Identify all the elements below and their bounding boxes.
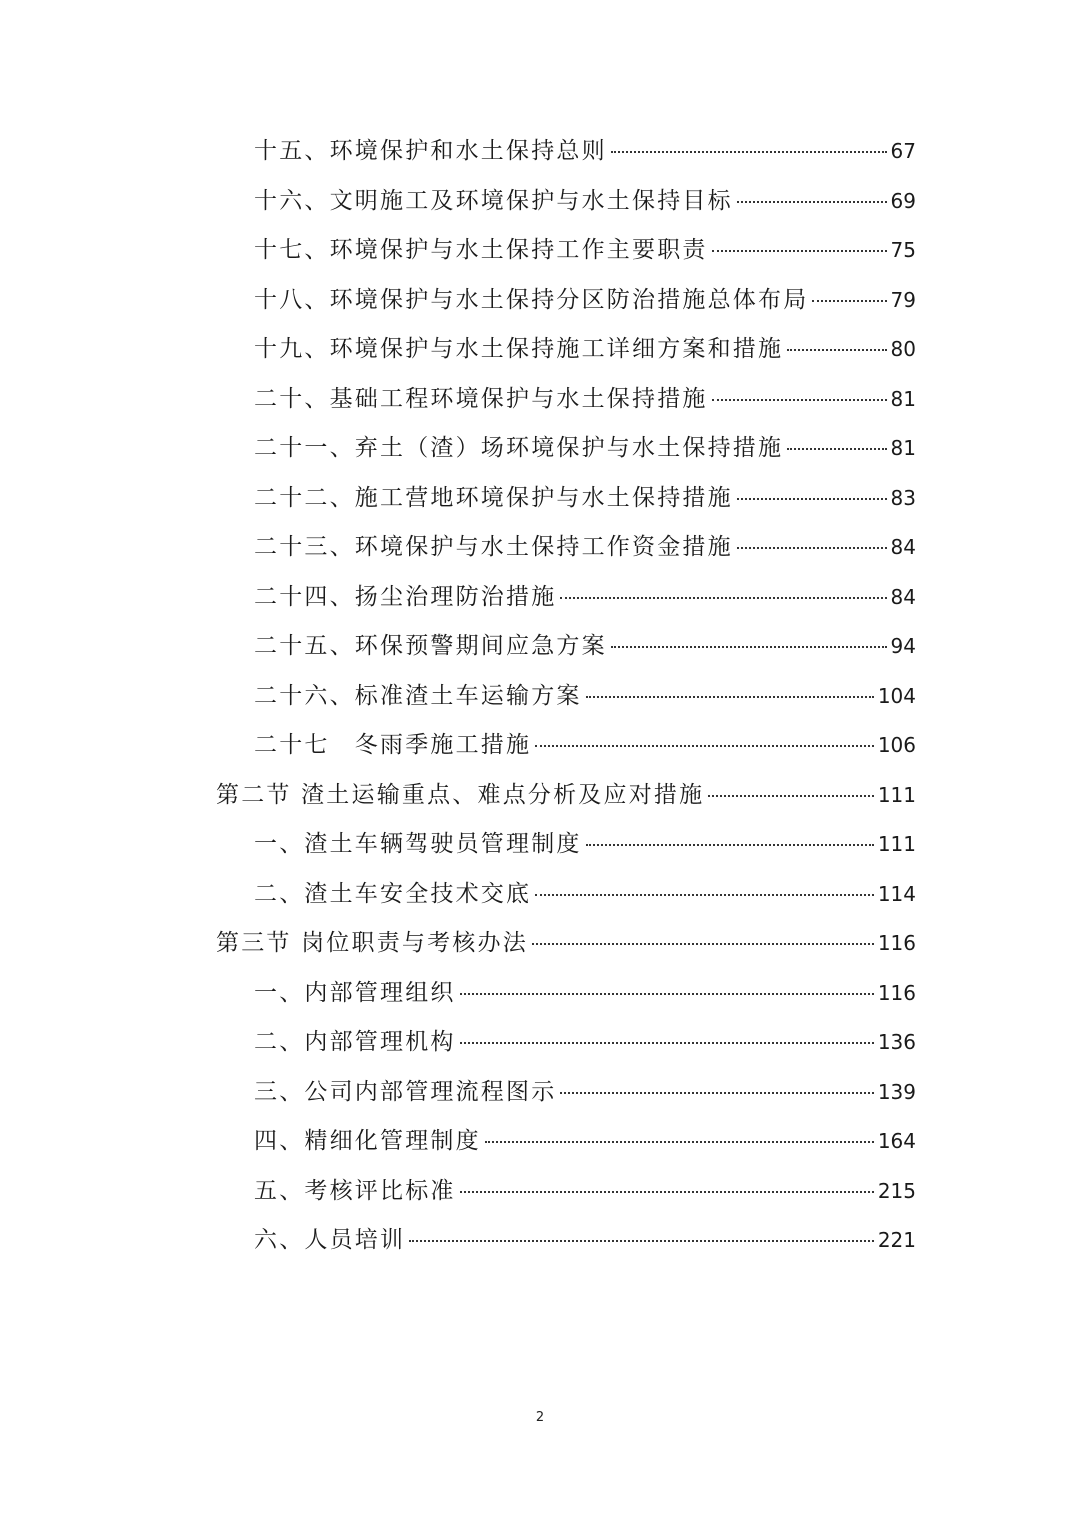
toc-entry[interactable]	[0, 372, 1080, 422]
toc-entry-title: 十六、文明施工及环境保护与水土保持目标	[254, 187, 733, 214]
toc-dot-leader	[460, 1042, 874, 1044]
toc-dot-leader	[712, 250, 887, 252]
page-number: 2	[535, 1410, 545, 1425]
toc-entry-inner	[254, 825, 916, 858]
toc-entry-inner	[254, 231, 916, 264]
toc-entry-inner	[254, 1221, 916, 1254]
toc-entry[interactable]	[0, 124, 1080, 174]
toc-entry-page: 116	[877, 931, 916, 956]
toc-entry[interactable]	[0, 966, 1080, 1016]
toc-entry-inner	[254, 479, 916, 512]
toc-entry-inner	[254, 1023, 916, 1056]
toc-entry-title: 十五、环境保护和水土保持总则	[254, 138, 607, 165]
toc-entry-title: 二十三、环境保护与水土保持工作资金措施	[254, 534, 733, 561]
toc-entry-inner	[254, 627, 916, 660]
toc-dot-leader	[560, 597, 886, 599]
toc-dot-leader	[535, 894, 874, 896]
toc-entry-page: 84	[890, 584, 916, 609]
toc-entry-inner	[254, 875, 916, 908]
toc-dot-leader	[535, 745, 874, 747]
toc-entry-page: 215	[877, 1178, 916, 1203]
toc-entry-page: 221	[877, 1228, 916, 1253]
toc-entry[interactable]	[0, 1065, 1080, 1115]
toc-entry-inner	[254, 1122, 916, 1155]
toc-entry-page: 80	[890, 337, 916, 362]
toc-entry[interactable]	[0, 669, 1080, 719]
toc-entry[interactable]	[0, 273, 1080, 323]
toc-entry-page: 139	[877, 1079, 916, 1104]
toc-entry-inner	[216, 776, 916, 809]
toc-entry[interactable]	[0, 570, 1080, 620]
toc-dot-leader	[586, 696, 874, 698]
toc-entry-page: 94	[890, 634, 916, 659]
toc-entry-title: 二十四、扬尘治理防治措施	[254, 583, 557, 610]
toc-entry-title: 二十一、弃土（渣）场环境保护与水土保持措施	[254, 435, 784, 462]
toc-entry-inner	[254, 1172, 916, 1205]
toc-entry-inner	[254, 429, 916, 462]
toc-entry-inner	[254, 281, 916, 314]
toc-entry-page: 81	[890, 436, 916, 461]
toc-dot-leader	[485, 1141, 874, 1143]
toc-entry[interactable]	[0, 768, 1080, 818]
toc-entry[interactable]	[0, 817, 1080, 867]
toc-entry[interactable]	[0, 867, 1080, 917]
toc-entry-title: 五、考核评比标准	[254, 1177, 456, 1204]
toc-entry-title: 二十二、施工营地环境保护与水土保持措施	[254, 484, 733, 511]
toc-entry-page: 116	[877, 980, 916, 1005]
toc-entry-title: 二十、基础工程环境保护与水土保持措施	[254, 385, 708, 412]
toc-dot-leader	[460, 1191, 874, 1193]
toc-entry-page: 81	[890, 386, 916, 411]
toc-dot-leader	[712, 399, 887, 401]
toc-entry-page: 79	[890, 287, 916, 312]
toc-dot-leader	[812, 300, 886, 302]
toc-dot-leader	[532, 943, 874, 945]
toc-entry-page: 164	[877, 1129, 916, 1154]
toc-entry[interactable]	[0, 1164, 1080, 1214]
toc-entry-page: 136	[877, 1030, 916, 1055]
toc-entry-inner	[254, 330, 916, 363]
toc-entry-title: 六、人员培训	[254, 1227, 406, 1254]
toc-dot-leader	[611, 646, 887, 648]
toc-entry-page: 84	[890, 535, 916, 560]
toc-dot-leader	[787, 448, 886, 450]
toc-entry-inner	[254, 677, 916, 710]
toc-dot-leader	[560, 1092, 873, 1094]
toc-dot-leader	[409, 1240, 874, 1242]
toc-entry-title: 二十七 冬雨季施工措施	[254, 732, 532, 759]
toc-entry-title: 十八、环境保护与水土保持分区防治措施总体布局	[254, 286, 809, 313]
toc-entry-inner	[254, 132, 916, 165]
toc-entry[interactable]	[0, 471, 1080, 521]
toc-entry-inner	[254, 182, 916, 215]
toc-entry[interactable]	[0, 1015, 1080, 1065]
toc-dot-leader	[737, 498, 887, 500]
toc-entry[interactable]	[0, 223, 1080, 273]
toc-entry[interactable]	[0, 421, 1080, 471]
toc-entry-page: 75	[890, 238, 916, 263]
toc-entry[interactable]	[0, 916, 1080, 966]
toc-entry[interactable]	[0, 322, 1080, 372]
toc-dot-leader	[611, 151, 887, 153]
toc-entry-inner	[254, 726, 916, 759]
toc-entry[interactable]	[0, 1114, 1080, 1164]
toc-entry-title: 二十五、环保预警期间应急方案	[254, 633, 607, 660]
toc-entry-page: 67	[890, 139, 916, 164]
toc-entry-title: 三、公司内部管理流程图示	[254, 1078, 557, 1105]
toc-entry[interactable]	[0, 1213, 1080, 1263]
toc-entry-title: 一、渣土车辆驾驶员管理制度	[254, 831, 582, 858]
toc-entry-title: 四、精细化管理制度	[254, 1128, 481, 1155]
table-of-contents	[0, 124, 1080, 1263]
toc-entry-inner	[254, 1073, 916, 1106]
toc-dot-leader	[708, 795, 874, 797]
toc-entry-title: 第三节 岗位职责与考核办法	[216, 930, 528, 957]
toc-dot-leader	[586, 844, 874, 846]
toc-entry[interactable]	[0, 619, 1080, 669]
toc-entry-title: 第二节 渣土运输重点、难点分析及应对措施	[216, 781, 705, 808]
toc-dot-leader	[460, 993, 874, 995]
toc-entry-page: 69	[890, 188, 916, 213]
toc-entry-title: 十九、环境保护与水土保持施工详细方案和措施	[254, 336, 784, 363]
toc-dot-leader	[737, 547, 887, 549]
toc-entry-inner	[216, 924, 916, 957]
toc-dot-leader	[737, 201, 887, 203]
toc-entry-inner	[254, 380, 916, 413]
toc-entry-title: 一、内部管理组织	[254, 979, 456, 1006]
toc-entry-title: 二、内部管理机构	[254, 1029, 456, 1056]
toc-entry-page: 111	[877, 782, 916, 807]
toc-entry-page: 111	[877, 832, 916, 857]
toc-entry-inner	[254, 974, 916, 1007]
toc-entry[interactable]	[0, 174, 1080, 224]
toc-entry-page: 83	[890, 485, 916, 510]
toc-entry-title: 二十六、标准渣土车运输方案	[254, 682, 582, 709]
toc-entry-inner	[254, 578, 916, 611]
toc-dot-leader	[787, 349, 886, 351]
toc-entry-inner	[254, 528, 916, 561]
toc-entry[interactable]	[0, 520, 1080, 570]
toc-entry-title: 二、渣土车安全技术交底	[254, 880, 532, 907]
toc-entry[interactable]	[0, 718, 1080, 768]
toc-entry-page: 114	[877, 881, 916, 906]
toc-entry-page: 104	[877, 683, 916, 708]
toc-entry-page: 106	[877, 733, 916, 758]
toc-entry-title: 十七、环境保护与水土保持工作主要职责	[254, 237, 708, 264]
